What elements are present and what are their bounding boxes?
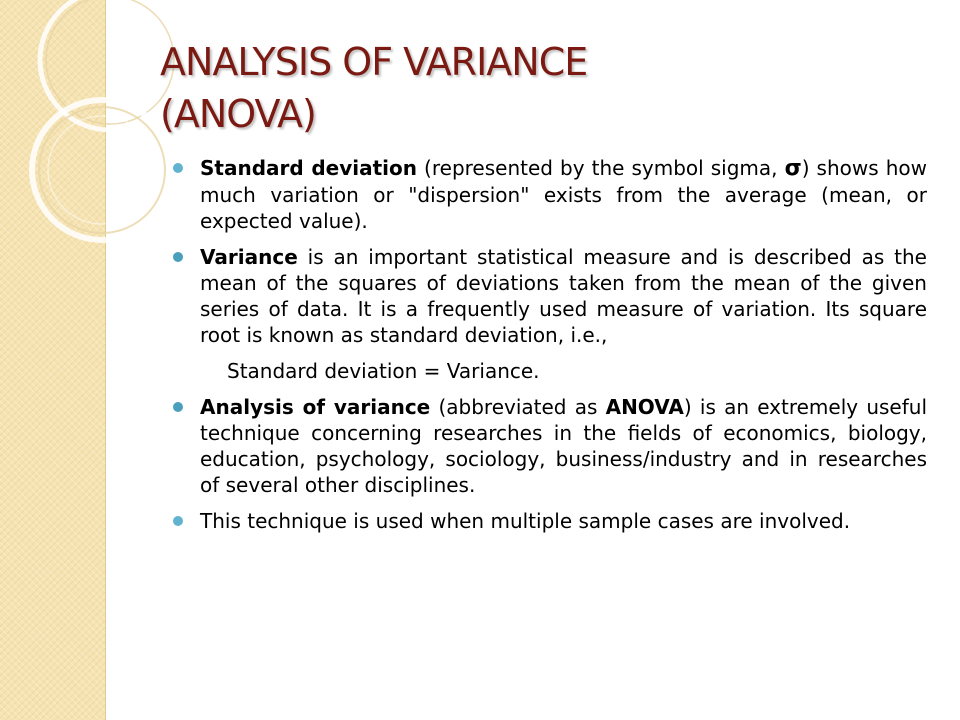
bullet-text: is an important statistical measure and is described as the mean of the squares of deviations taken from the mean of the given series of data. It is a frequently used measure of variation. Its square root is known as standard deviation, i.e., [200, 245, 927, 347]
term-standard-deviation: Standard deviation [200, 156, 418, 180]
bullet-technique [171, 508, 927, 534]
bullet-dot-icon [173, 516, 183, 526]
bullet-standard-deviation [171, 155, 927, 234]
bullet-variance [171, 244, 927, 348]
bullet-dot-icon [173, 163, 183, 173]
title-line-2: (ANOVA) [160, 92, 316, 136]
term-analysis-of-variance: Analysis of variance [200, 395, 431, 419]
sigma-symbol: σ [784, 156, 802, 181]
slide-body [171, 155, 927, 544]
bullet-text: (abbreviated as [430, 395, 606, 419]
bullet-dot-icon [173, 252, 183, 262]
term-variance: Variance [200, 245, 298, 269]
bullet-analysis-of-variance [171, 394, 927, 498]
formula-line: Standard deviation = Variance. [227, 359, 540, 383]
bullet-text: ) shows how much variation or "dispersion" exists from the average (mean, or expected value). [200, 156, 927, 233]
slide-title [160, 36, 860, 140]
term-anova: ANOVA [605, 395, 684, 419]
bullet-text: This technique is used when multiple sample cases are involved. [200, 509, 851, 533]
bullet-text: ) is an extremely useful technique concerning researches in the fields of economics, biology, education, psychology, sociology, business/industry and in researches of several other disciplines. [200, 395, 927, 497]
bullet-dot-icon [173, 402, 183, 412]
bullet-text: (represented by the symbol sigma, [417, 156, 785, 180]
title-line-1: ANALYSIS OF VARIANCE [160, 40, 588, 84]
